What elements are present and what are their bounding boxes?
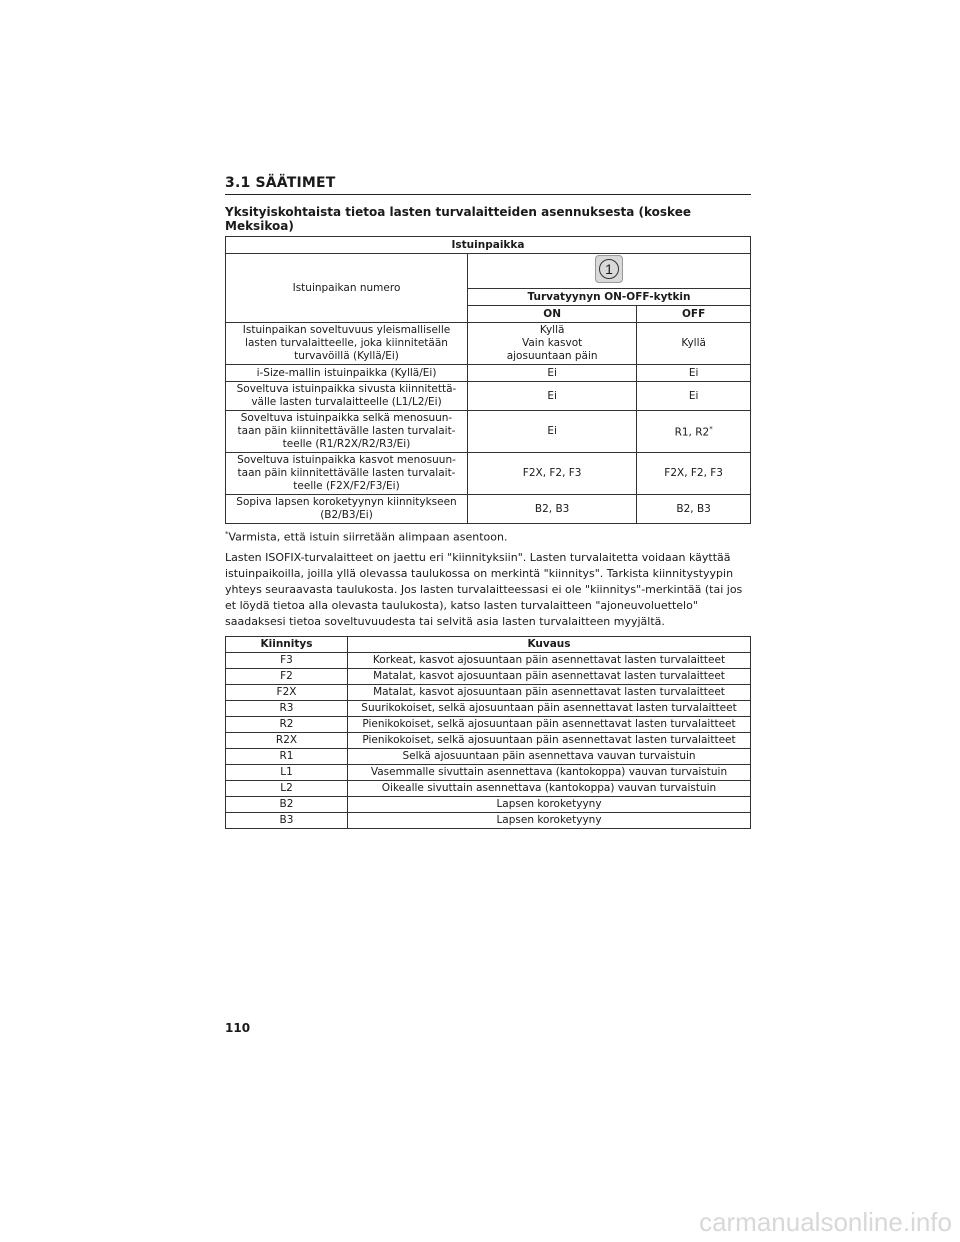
table-row (226, 495, 751, 524)
row-label: Soveltuva istuinpaikka sivusta kiinnitettä-välle lasten turvalaitteelle (L1/L2/Ei) (226, 382, 468, 411)
table-row (226, 796, 751, 812)
column-description: Kuvaus (348, 636, 751, 652)
page-number: 110 (225, 1021, 251, 1035)
fixture-code: F2 (226, 668, 348, 684)
table-row (226, 748, 751, 764)
row-value-on: Ei (468, 411, 637, 453)
column-fixture: Kiinnitys (226, 636, 348, 652)
fixture-code: B3 (226, 812, 348, 828)
fixture-code: R3 (226, 700, 348, 716)
row-value-off-footnote-mark: * (709, 425, 713, 434)
seat-number-value: 1 (599, 259, 619, 279)
fixture-code: R2X (226, 732, 348, 748)
row-value-off (637, 382, 751, 411)
row-value-on: F2X, F2, F3 (468, 453, 637, 495)
fixture-description: Selkä ajosuuntaan päin asennettava vauvan turvaistuin (348, 748, 751, 764)
table-row (226, 764, 751, 780)
watermark: carmanualsonline.info (699, 1207, 952, 1237)
table-row (226, 668, 751, 684)
table-row (226, 700, 751, 716)
table-row (226, 382, 751, 411)
table-row (226, 812, 751, 828)
fixture-code: R2 (226, 716, 348, 732)
table-row (226, 411, 751, 453)
fixture-code: B2 (226, 796, 348, 812)
fixture-description: Lapsen koroketyyny (348, 812, 751, 828)
footnote-text: Varmista, että istuin siirretään alimpaan asentoon. (228, 530, 508, 544)
fixture-code: R1 (226, 748, 348, 764)
table-row (226, 652, 751, 668)
row-label: i-Size-mallin istuinpaikka (Kyllä/Ei) (226, 365, 468, 382)
seat-position-1-icon (595, 255, 623, 283)
row-label: Soveltuva istuinpaikka kasvot menosuun-taan päin kiinnitettävälle lasten turvalait-teelle (F2X/F2/F3/Ei) (226, 453, 468, 495)
row-value-off (637, 323, 751, 365)
fixture-description: Lapsen koroketyyny (348, 796, 751, 812)
fixture-description: Vasemmalle sivuttain asennettava (kantokoppa) vauvan turvaistuin (348, 764, 751, 780)
row-value-off (637, 495, 751, 524)
airbag-switch-label: Turvatyynyn ON-OFF-kytkin (468, 289, 751, 306)
row-value-off (637, 411, 751, 453)
table-row (226, 716, 751, 732)
row-value-on: Kyllä Vain kasvot ajosuuntaan päin (468, 323, 637, 365)
table-row (226, 365, 751, 382)
table-row (226, 684, 751, 700)
row-value-off-text: F2X, F2, F3 (664, 467, 723, 479)
fixture-code: L2 (226, 780, 348, 796)
table-header-seat-position: Istuinpaikka (226, 237, 751, 254)
column-off: OFF (637, 306, 751, 323)
fixture-description: Suurikokoiset, selkä ajosuuntaan päin asennettavat lasten turvalaitteet (348, 700, 751, 716)
fixture-description: Oikealle sivuttain asennettava (kantokoppa) vauvan turvaistuin (348, 780, 751, 796)
fixture-description: Korkeat, kasvot ajosuuntaan päin asennettavat lasten turvalaitteet (348, 652, 751, 668)
section-title: 3.1 SÄÄTIMET (225, 175, 751, 195)
row-value-off-text: B2, B3 (676, 502, 711, 515)
row-value-off-text: Ei (688, 366, 699, 379)
row-label: Soveltuva istuinpaikka selkä menosuun-taan päin kiinnitettävälle lasten turvalait-teelle (R1/R2X/R2/R3/Ei) (226, 411, 468, 453)
footnote (225, 530, 751, 544)
row-label: Sopiva lapsen koroketyynyn kiinnitykseen (B2/B3/Ei) (226, 495, 468, 524)
seat-position-rows (226, 323, 751, 524)
fixture-description: Matalat, kasvot ajosuuntaan päin asennettavat lasten turvalaitteet (348, 668, 751, 684)
table-row (226, 323, 751, 365)
row-value-on: Ei (468, 365, 637, 382)
row-label: Istuinpaikan soveltuvuus yleismalliselle lasten turvalaitteelle, joka kiinnitetään turvavöillä (Kyllä/Ei) (226, 323, 468, 365)
row-value-off-text: Kyllä (681, 337, 706, 349)
row-value-off-text: Ei (688, 389, 699, 402)
row-value-off-text: R1, R2 (674, 426, 710, 439)
fixture-code: F2X (226, 684, 348, 700)
table-row (226, 780, 751, 796)
fixture-description: Pienikokoiset, selkä ajosuuntaan päin asennettavat lasten turvalaitteet (348, 716, 751, 732)
table-row (226, 453, 751, 495)
row-value-off (637, 365, 751, 382)
fixture-code: L1 (226, 764, 348, 780)
footnote-mark: * (225, 530, 229, 538)
row-value-on: B2, B3 (468, 495, 637, 524)
fixture-code: F3 (226, 652, 348, 668)
seat-position-table (225, 236, 751, 524)
page-subtitle: Yksityiskohtaista tietoa lasten turvalaitteiden asennuksesta (koskee Meksikoa) (225, 205, 691, 233)
row-value-off (637, 453, 751, 495)
page-content (225, 175, 751, 829)
seat-number-label: Istuinpaikan numero (226, 254, 468, 323)
fixture-description: Pienikokoiset, selkä ajosuuntaan päin asennettavat lasten turvalaitteet (348, 732, 751, 748)
column-on: ON (468, 306, 637, 323)
fixture-rows (226, 652, 751, 828)
fixture-description: Matalat, kasvot ajosuuntaan päin asennettavat lasten turvalaitteet (348, 684, 751, 700)
seat-number-cell (468, 254, 751, 289)
fixture-table (225, 636, 751, 829)
row-value-on: Ei (468, 382, 637, 411)
isofix-paragraph: Lasten ISOFIX-turvalaitteet on jaettu eri "kiinnityksiin". Lasten turvalaitetta voidaan käyttää istuinpaikoilla, joilla yllä olevassa taulukossa on merkintä "kiinnitys". Tarkista kiinnitystyypin yhteys seuraavasta taulukosta. Jos lasten turvalaitteessasi ei ole "kiinnitys"-merkintää (tai jos et löydä tietoa alla olevasta taulukosta), katso lasten turvalaitteen "ajoneuvoluettelo" saadaksesi tietoa soveltuvuudesta tai selvitä asia lasten turvalaitteen myyjältä. (225, 550, 743, 628)
table-row (226, 732, 751, 748)
